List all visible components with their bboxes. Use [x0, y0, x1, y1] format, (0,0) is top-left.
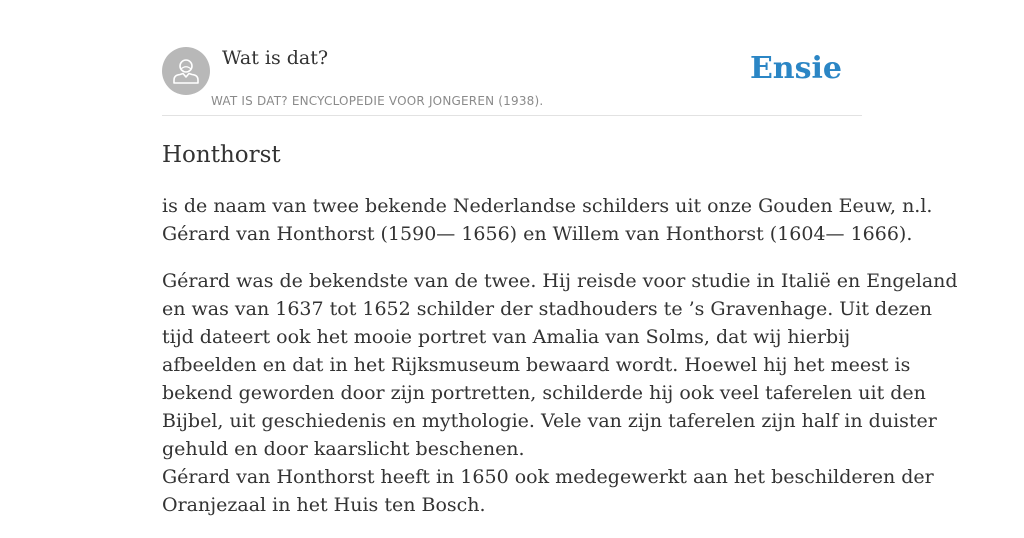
paragraph-line: tijd dateert ook het mooie portret van Amalia van Solms, dat wij hierbij	[162, 326, 851, 348]
paragraph-line: Gérard van Honthorst heeft in 1650 ook medegewerkt aan het beschilderen der	[162, 466, 934, 488]
paragraph-line: Oranjezaal in het Huis ten Bosch.	[162, 494, 486, 516]
article-page	[162, 0, 958, 516]
paragraph-line: en was van 1637 tot 1652 schilder der stadhouders te ’s Gravenhage. Uit dezen	[162, 298, 932, 320]
paragraph-line: Gérard was de bekendste van de twee. Hij reisde voor studie in Italië en Engeland	[162, 270, 958, 292]
user-icon	[162, 47, 210, 95]
source-avatar[interactable]	[162, 47, 210, 95]
paragraph-line: gehuld en door kaarslicht beschenen.	[162, 438, 525, 460]
ensie-logo[interactable]: Ensie	[749, 51, 842, 86]
source-title[interactable]: Wat is dat?	[222, 47, 329, 69]
entry-title: Honthorst	[162, 142, 281, 168]
paragraph-line: Bijbel, uit geschiedenis en mythologie. Vele van zijn taferelen zijn half in duister	[162, 410, 937, 432]
entry-paragraph	[162, 267, 958, 519]
entry-content	[162, 192, 958, 538]
source-header	[162, 0, 862, 116]
paragraph-line: Gérard van Honthorst (1590— 1656) en Willem van Honthorst (1604— 1666).	[162, 223, 913, 245]
source-subtitle[interactable]: WAT IS DAT? ENCYCLOPEDIE VOOR JONGEREN (1938).	[211, 94, 544, 108]
paragraph-line: is de naam van twee bekende Nederlandse schilders uit onze Gouden Eeuw, n.l.	[162, 195, 933, 217]
paragraph-line: bekend geworden door zijn portretten, schilderde hij ook veel taferelen uit den	[162, 382, 926, 404]
entry-paragraph	[162, 192, 933, 248]
paragraph-line: afbeelden en dat in het Rijksmuseum bewaard wordt. Hoewel hij het meest is	[162, 354, 911, 376]
